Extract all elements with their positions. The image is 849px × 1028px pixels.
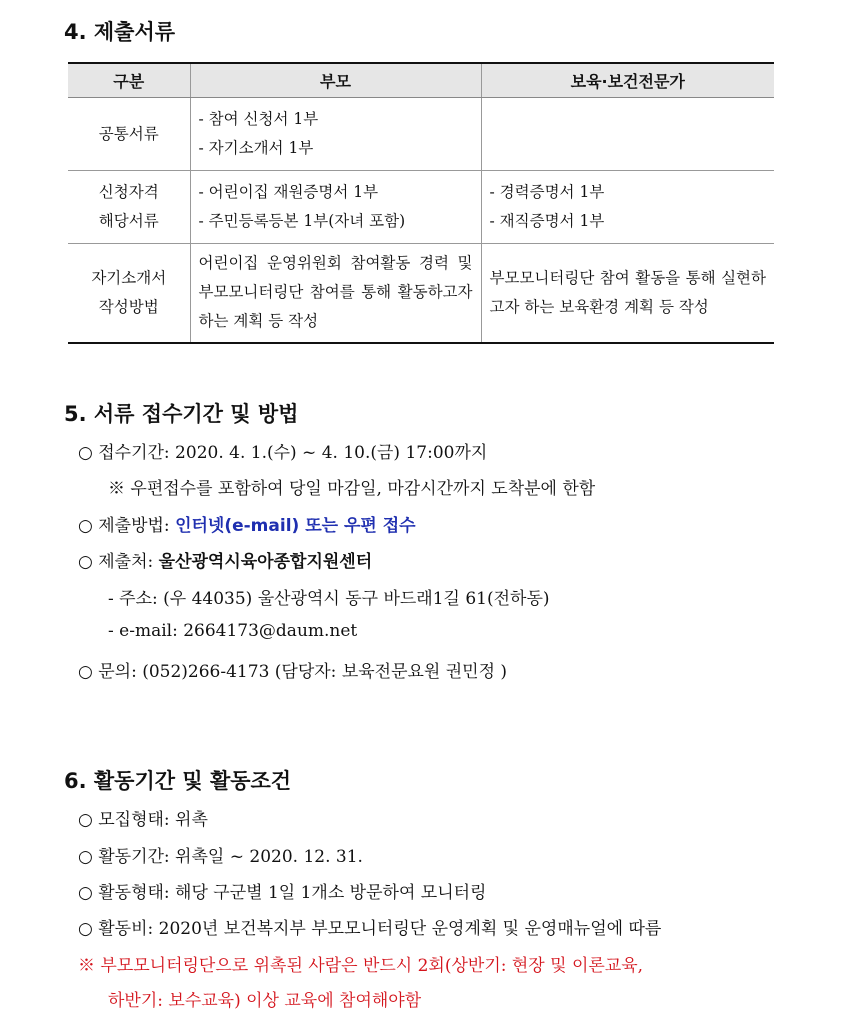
documents-table xyxy=(68,62,774,344)
row-label: 신청자격 해당서류 xyxy=(68,171,190,244)
place-value: 울산광역시육아종합지원센터 xyxy=(158,552,373,572)
method-value: 인터넷(e-mail) 또는 우편 접수 xyxy=(175,516,416,536)
place-line xyxy=(78,547,372,572)
section-4-title: 4. 제출서류 xyxy=(64,20,176,44)
parent-cell: - 참여 신청서 1부 - 자기소개서 1부 xyxy=(190,98,481,171)
list-item: ○ 활동비: 2020년 보건복지부 부모모니터링단 운영계획 및 운영매뉴얼에 따름 xyxy=(78,919,662,939)
warning-note-line-1: ※ 부모모니터링단으로 위촉된 사람은 반드시 2회(상반기: 현장 및 이론교육, xyxy=(78,956,644,976)
address-line: - 주소: (우 44035) 울산광역시 동구 바드래1길 61(전하동) xyxy=(108,589,550,609)
header-parent: 부모 xyxy=(190,63,481,98)
table-row xyxy=(68,98,774,171)
section-6-title: 6. 활동기간 및 활동조건 xyxy=(64,769,292,793)
method-label: ○ 제출방법: xyxy=(78,516,176,536)
inquiry-line: ○ 문의: (052)266-4173 (담당자: 보육전문요원 권민정 ) xyxy=(78,662,508,682)
section-5-title: 5. 서류 접수기간 및 방법 xyxy=(64,402,299,426)
list-item: ○ 활동형태: 해당 구군별 1일 1개소 방문하여 모니터링 xyxy=(78,883,487,903)
row-label: 자기소개서 작성방법 xyxy=(68,244,190,343)
table-header-row xyxy=(68,63,774,98)
place-label: ○ 제출처: xyxy=(78,552,159,572)
expert-cell: 부모모니터링단 참여 활동을 통해 실현하고자 하는 보육환경 계획 등 작성 xyxy=(481,244,774,343)
period-line: ○ 접수기간: 2020. 4. 1.(수) ~ 4. 10.(금) 17:00까지 xyxy=(78,443,488,463)
parent-cell: - 어린이집 재원증명서 1부 - 주민등록등본 1부(자녀 포함) xyxy=(190,171,481,244)
list-item: ○ 활동기간: 위촉일 ~ 2020. 12. 31. xyxy=(78,847,363,867)
parent-cell: 어린이집 운영위원회 참여활동 경력 및 부모모니터링단 참여를 통해 활동하고자 하는 계획 등 작성 xyxy=(190,244,481,343)
method-line xyxy=(78,511,416,536)
warning-note-line-2: 하반기: 보수교육) 이상 교육에 참여해야함 xyxy=(108,991,422,1011)
row-label: 공통서류 xyxy=(68,98,190,171)
header-category: 구분 xyxy=(68,63,190,98)
email-line: - e-mail: 2664173@daum.net xyxy=(108,621,358,641)
expert-cell xyxy=(481,98,774,171)
expert-cell: - 경력증명서 1부 - 재직증명서 1부 xyxy=(481,171,774,244)
table-row xyxy=(68,171,774,244)
header-expert: 보육·보건전문가 xyxy=(481,63,774,98)
list-item: ○ 모집형태: 위촉 xyxy=(78,810,208,830)
table-row xyxy=(68,244,774,343)
period-note: ※ 우편접수를 포함하여 당일 마감일, 마감시간까지 도착분에 한함 xyxy=(108,479,596,499)
